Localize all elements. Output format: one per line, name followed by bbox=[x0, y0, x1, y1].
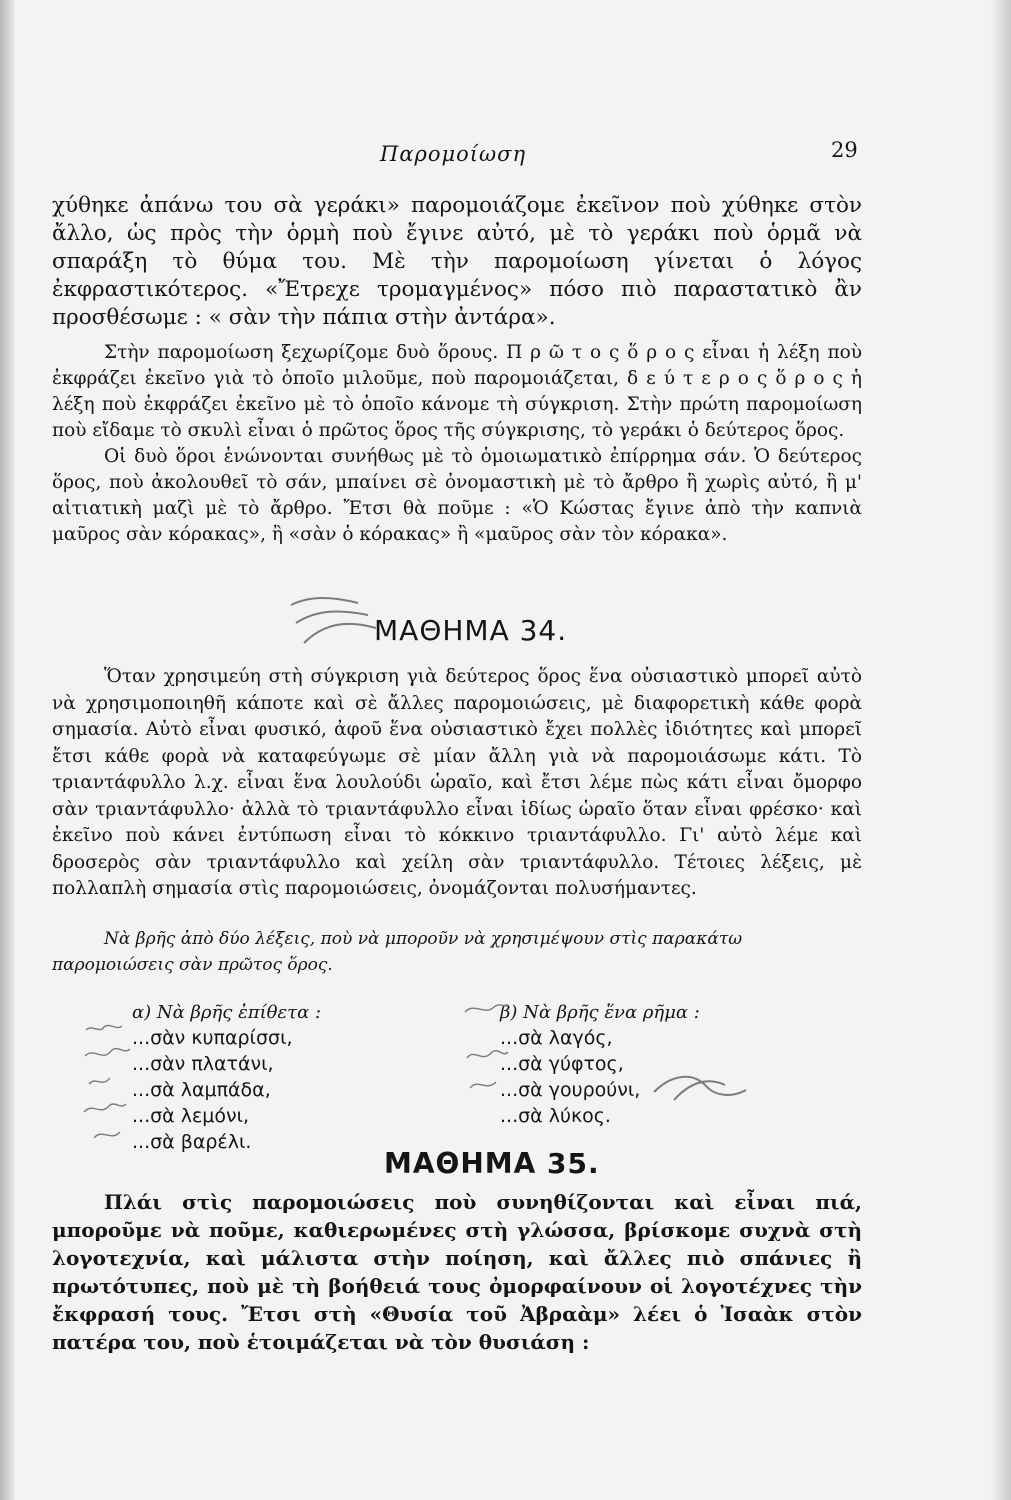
exercise-intro bbox=[52, 926, 862, 978]
paragraph-two-terms: Στὴν παρομοίωση ξεχωρίζομε δυὸ ὅρους. Π ρ ῶ τ ο ς ὅ ρ ο ς εἶναι ἡ λέξη ποὺ ἐκφράζει ἐκεῖνο γιὰ τὸ ὁποῖο μιλοῦμε, ποὺ παρομοιάζεται, δ ε ύ τ ε ρ ο ς ὅ ρ ο ς ἡ λέξη ποὺ ἐκφράζει ἐκεῖνο μὲ τὸ ὁποῖο κάνομε τὴ σύγκριση. Στὴν πρώτη παρομοίωση ποὺ εἴδαμε τὸ σκυλὶ εἶναι ὁ πρῶτος ὅρος τῆς σύγκρισης, τὸ γεράκι ὁ δεύτερος ὅρος. bbox=[52, 342, 862, 441]
exercise-b-item: ...σὰ γύφτος, bbox=[500, 1053, 624, 1075]
exercise-b-title: β) Νὰ βρῆς ἕνα ρῆμα : bbox=[500, 1002, 700, 1023]
page-edge-left bbox=[0, 0, 14, 1500]
running-head-title: Παρομοίωση bbox=[380, 142, 527, 166]
paragraph-literary-similes: Πλάι στὶς παρομοιώσεις ποὺ συνηθίζονται καὶ εἶναι πιά, μποροῦμε νὰ ποῦμε, καθιερωμένες στὴ γλώσσα, βρίσκομε συχνὰ στὴ λογοτεχνία, καὶ μάλιστα στὴν ποίηση, καὶ ἄλλες πιὸ σπάνιες ἢ πρωτότυπες, ποὺ μὲ τὴ βοήθειά τους ὀμορφαίνουν οἱ λογοτέχνες τὴν ἔκφρασή τους. Ἔτσι στὴ «Θυσία τοῦ Ἀβραὰμ» λέει ὁ Ἰσαὰκ στὸν πατέρα του, ποὺ ἑτοιμάζεται νὰ τὸν θυσιάση : bbox=[52, 1190, 862, 1354]
exercise-a bbox=[132, 1002, 321, 1156]
paragraph-similes-intro: χύθηκε ἀπάνω του σὰ γεράκι» παρομοιάζομε ἐκεῖνον ποὺ χύθηκε στὸν ἄλλο, ὡς πρὸς τὴν ὁρμὴ ποὺ ἔγινε αὐτό, μὲ τὸ γεράκι ποὺ ὁρμᾶ νὰ σπαράξη τὸ θύμα του. Μὲ τὴν παρομοίωση γίνεται ὁ λόγος ἐκφραστικότερος. «Ἔτρεχε τρομαγμένος» πόσο πιὸ παραστατικὸ ἂν προσθέσωμε : « σὰν τὴν πάπια στὴν ἀντάρα». bbox=[52, 193, 862, 330]
exercise-a-item: ...σὰν πλατάνι, bbox=[132, 1053, 274, 1075]
lesson-35-text bbox=[52, 1188, 862, 1356]
exercise-a-item: ...σὰ βαρέλι. bbox=[132, 1131, 252, 1153]
exercise-b bbox=[500, 1002, 700, 1130]
lesson-34-text bbox=[52, 664, 862, 903]
exercise-a-item: ...σὰν κυπαρίσσι, bbox=[132, 1027, 293, 1049]
text-block-top bbox=[52, 192, 862, 332]
exercise-a-item: ...σὰ λεμόνι, bbox=[132, 1105, 250, 1127]
paragraph-polysemous: Ὅταν χρησιμεύη στὴ σύγκριση γιὰ δεύτερος ὅρος ἕνα οὐσιαστικὸ μπορεῖ αὐτὸ νὰ χρησιμοποιηθῆ κάποτε καὶ σὲ ἄλλες παρομοιώσεις, μὲ διαφορετικὴ κάθε φορὰ σημασία. Αὐτὸ εἶναι φυσικό, ἀφοῦ ἕνα οὐσιαστικὸ ἔχει πολλὲς ἰδιότητες καὶ μπορεῖ ἔτσι κάθε φορὰ νὰ καταφεύγωμε σὲ μίαν ἄλλη γιὰ νὰ παρομοιάσωμε κάτι. Τὸ τριαντάφυλλο λ.χ. εἶναι ἕνα λουλούδι ὡραῖο, καὶ ἔτσι λέμε πὼς κάτι εἶναι ὄμορφο σὰν τριαντάφυλλο· ἀλλὰ τὸ τριαντάφυλλο εἶναι ἰδίως ὡραῖο ὅταν εἶναι φρέσκο· καὶ ἐκεῖνο ποὺ κάνει ἐντύπωση εἶναι τὸ κόκκινο τριαντάφυλλο. Γι' αὐτὸ λέμε καὶ δροσερὸς σὰν τριαντάφυλλο καὶ χείλη σὰν τριαντάφυλλο. Τέτοιες λέξεις, μὲ πολλαπλὴ σημασία στὶς παρομοιώσεις, ὀνομάζονται πολυσήμαντες. bbox=[52, 666, 862, 899]
exercise-a-title: α) Νὰ βρῆς ἐπίθετα : bbox=[132, 1002, 322, 1023]
text-block-terms bbox=[52, 340, 862, 548]
page-number: 29 bbox=[831, 138, 858, 162]
page-edge-right bbox=[991, 0, 1011, 1500]
exercise-a-item: ...σὰ λαμπάδα, bbox=[132, 1079, 271, 1101]
exercise-b-item: ...σὰ γουρούνι, bbox=[500, 1079, 641, 1101]
paragraph-san-usage: Οἱ δυὸ ὅροι ἑνώνονται συνήθως μὲ τὸ ὁμοιωματικὸ ἐπίρρημα σάν. Ὁ δεύτερος ὅρος, ποὺ ἀκολουθεῖ τὸ σάν, μπαίνει σὲ ὀνομαστικὴ μὲ τὸ ἄρθρο ἢ χωρὶς αὐτό, ἢ μ' αἰτιατικὴ μαζὶ μὲ τὸ ἄρθρο. Ἔτσι θὰ ποῦμε : «Ὁ Κώστας ἔγινε ἀπὸ τὴν καπνιὰ μαῦρος σὰν κόρακας», ἢ «σὰν ὁ κόρακας» ἢ «μαῦρος σὰν τὸν κόρακα». bbox=[52, 446, 862, 545]
handwritten-note-left-icon bbox=[82, 1022, 134, 1152]
pencil-scribble-icon bbox=[286, 585, 386, 650]
lesson-35-title: ΜΑΘΗΜΑ 35. bbox=[384, 1147, 600, 1180]
exercise-instructions: Νὰ βρῆς ἀπὸ δύο λέξεις, ποὺ νὰ μποροῦν νὰ χρησιμέψουν στὶς παρακάτω παρομοιώσεις σὰν πρῶτος ὅρος. bbox=[52, 929, 743, 975]
exercise-b-item: ...σὰ λαγός, bbox=[500, 1027, 613, 1049]
exercise-b-item: ...σὰ λύκος. bbox=[500, 1105, 611, 1127]
lesson-34-title: ΜΑΘΗΜΑ 34. bbox=[374, 614, 568, 647]
